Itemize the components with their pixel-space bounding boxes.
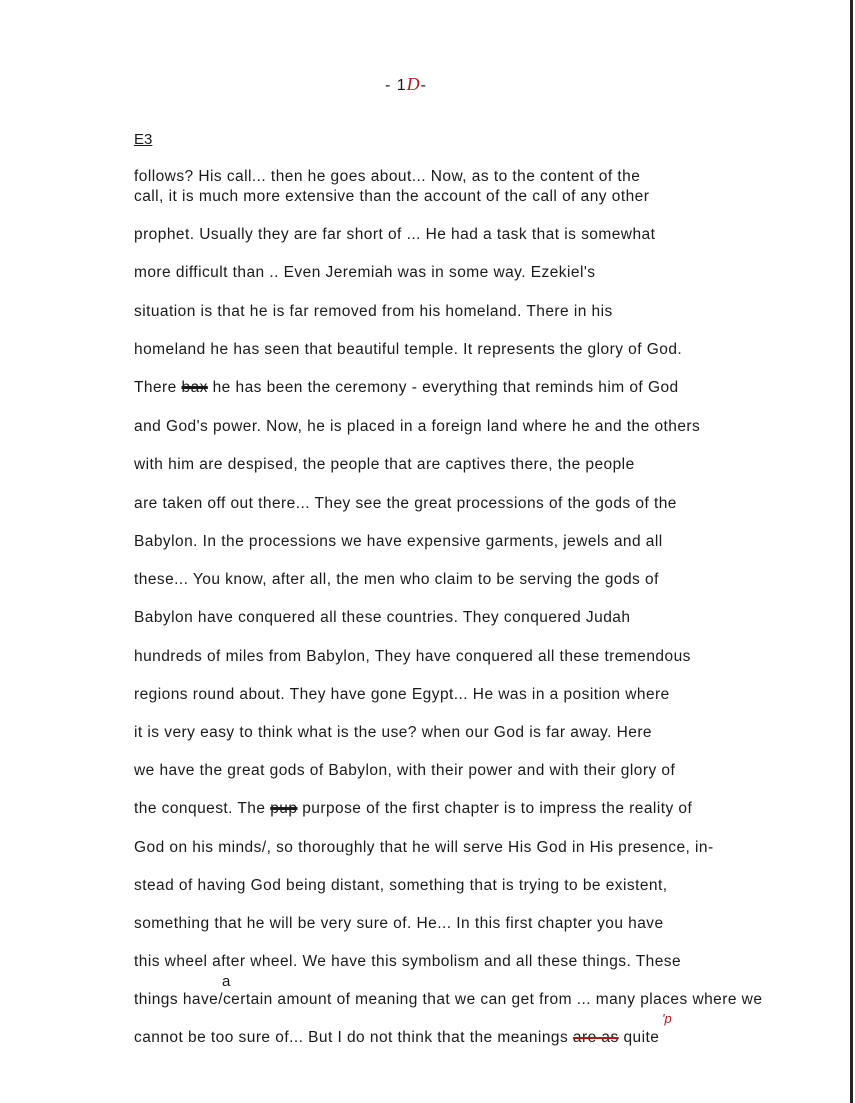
text-line: regions round about. They have gone Egypt... He was in a position where bbox=[134, 686, 670, 703]
text-line: follows? His call... then he goes about... Now, as to the content of the bbox=[134, 168, 641, 185]
page-number-typed: - 1 bbox=[385, 77, 407, 94]
text-line: and God's power. Now, he is placed in a foreign land where he and the others bbox=[134, 418, 701, 435]
text-line: hundreds of miles from Babylon, They have conquered all these tremendous bbox=[134, 648, 691, 665]
text-line: prophet. Usually they are far short of ... He had a task that is somewhat bbox=[134, 226, 656, 243]
text-line bbox=[134, 1029, 659, 1047]
section-label: E3 bbox=[134, 131, 153, 148]
text-line: God on his minds/, so thoroughly that he will serve His God in His presence, in- bbox=[134, 839, 714, 856]
text-line: it is very easy to think what is the use? when our God is far away. Here bbox=[134, 724, 653, 741]
text-segment: cannot be too sure of... But I do not think that the meanings bbox=[134, 1029, 573, 1046]
text-line: are taken off out there... They see the great processions of the gods of the bbox=[134, 495, 677, 512]
text-line: situation is that he is far removed from his homeland. There in his bbox=[134, 303, 613, 320]
text-segment: quite bbox=[618, 1029, 660, 1046]
text-segment: the conquest. The bbox=[134, 800, 271, 817]
text-line: we have the great gods of Babylon, with their power and with their glory of bbox=[134, 762, 676, 779]
struck-text: bax bbox=[181, 379, 208, 396]
text-segment: There bbox=[134, 379, 182, 396]
text-segment: he has been the ceremony - everything that reminds him of God bbox=[207, 379, 679, 396]
handwritten-annotation: 'p bbox=[662, 1011, 672, 1026]
text-line: call, it is much more extensive than the account of the call of any other bbox=[134, 188, 650, 205]
text-segment: purpose of the first chapter is to impress the reality of bbox=[297, 800, 693, 817]
text-line: this wheel after wheel. We have this symbolism and all these things. These bbox=[134, 953, 682, 970]
text-line: homeland he has seen that beautiful temple. It represents the glory of God. bbox=[134, 341, 683, 358]
text-line: things have/certain amount of meaning that we can get from ... many places where we bbox=[134, 991, 763, 1008]
struck-text: pup bbox=[270, 800, 298, 817]
page-number-suffix: - bbox=[420, 77, 427, 94]
text-line: Babylon have conquered all these countries. They conquered Judah bbox=[134, 609, 631, 626]
text-line: with him are despised, the people that are captives there, the people bbox=[134, 456, 635, 473]
text-line bbox=[134, 800, 692, 818]
struck-text: are as bbox=[572, 1029, 619, 1046]
page-number bbox=[385, 74, 427, 96]
text-line: these... You know, after all, the men who claim to be serving the gods of bbox=[134, 571, 659, 588]
text-line bbox=[134, 379, 679, 397]
page-number-handwritten: D bbox=[406, 74, 421, 94]
text-line: Babylon. In the processions we have expensive garments, jewels and all bbox=[134, 533, 663, 550]
text-line: stead of having God being distant, something that is trying to be existent, bbox=[134, 877, 668, 894]
text-line: more difficult than .. Even Jeremiah was in some way. Ezekiel's bbox=[134, 264, 596, 281]
page-edge bbox=[850, 0, 853, 1103]
text-line: something that he will be very sure of. He... In this first chapter you have bbox=[134, 915, 664, 932]
insertion-mark: a bbox=[222, 973, 231, 990]
